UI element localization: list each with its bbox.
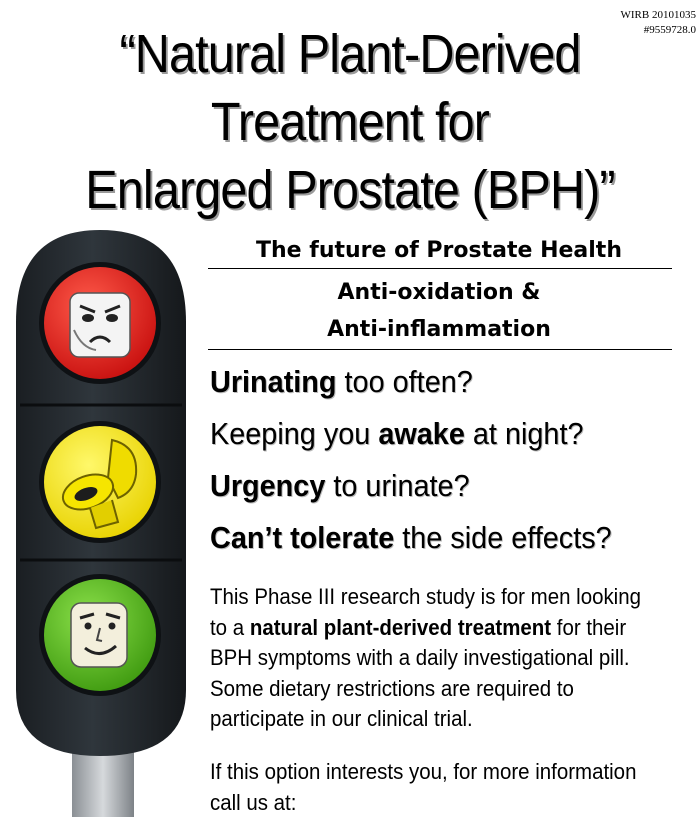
- page-title: “Natural Plant-Derived Treatment for Enlarged Prostate (BPH)”: [85, 24, 615, 220]
- contact-prompt: If this option interests you, for more information call us at:: [210, 759, 637, 815]
- question-urgency: Urgency to urinate?: [210, 468, 470, 503]
- distressed-face-icon: [70, 293, 130, 357]
- benefit-line-2: Anti-inflammation: [327, 317, 551, 342]
- question-awake: Keeping you awake at night?: [210, 416, 584, 451]
- irb-approval-number: WIRB 20101035 #9559728.0: [620, 9, 696, 36]
- divider: [208, 268, 672, 269]
- study-description: This Phase III research study is for men looking to a natural plant-derived treatment for their BPH symptoms with a daily investigational pill. Some dietary restrictions are required to participate in our clinical trial.: [210, 584, 641, 731]
- traffic-light: [0, 0, 205, 817]
- benefit-line-1: Anti-oxidation &: [337, 280, 541, 305]
- tagline: The future of Prostate Health: [256, 238, 622, 263]
- divider: [208, 349, 672, 350]
- question-urinating: Urinating too often?: [210, 364, 473, 399]
- question-side-effects: Can’t tolerate the side effects?: [210, 520, 612, 555]
- smiling-face-icon: [71, 603, 127, 667]
